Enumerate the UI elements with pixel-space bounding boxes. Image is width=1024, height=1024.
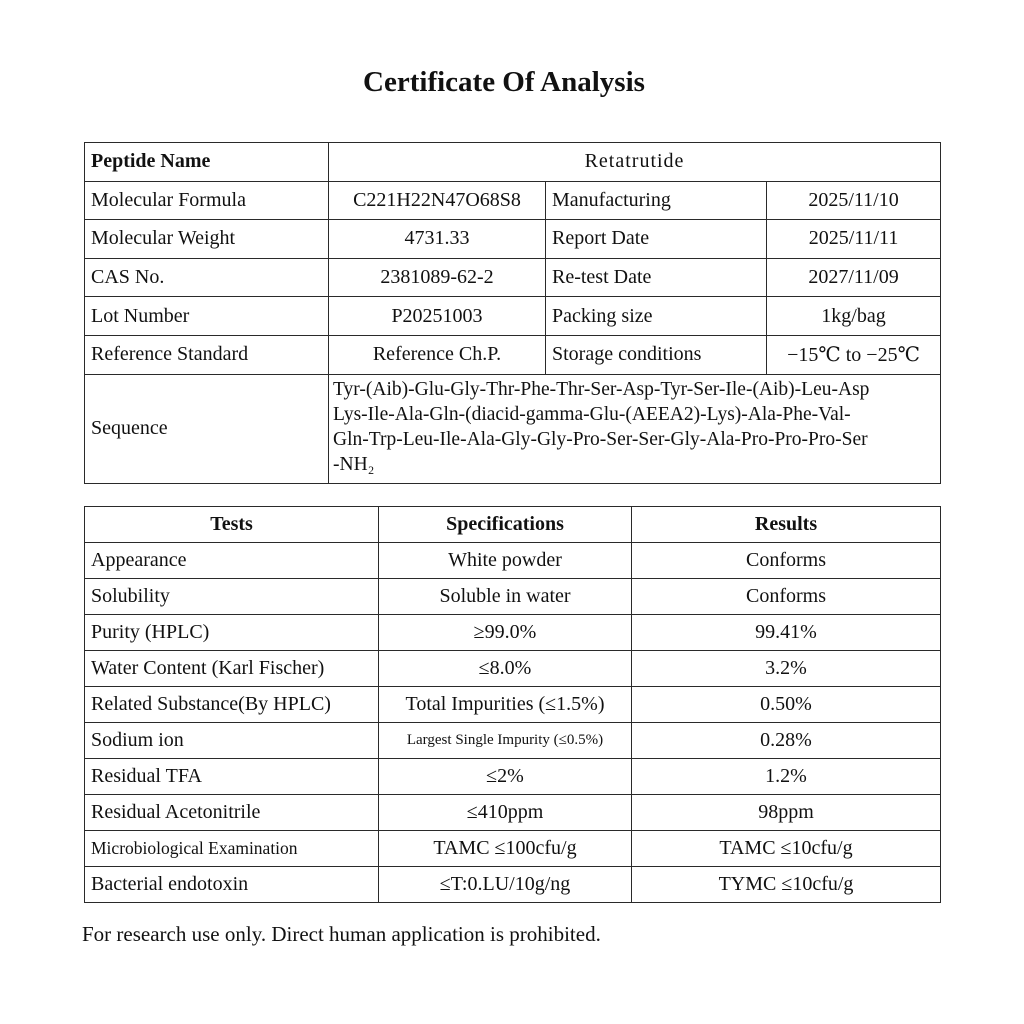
test-name: Appearance (85, 543, 379, 579)
field-label: Manufacturing (546, 181, 767, 220)
sequence-label: Sequence (85, 374, 329, 483)
test-result: 99.41% (632, 615, 941, 651)
sequence-line: -NH₂ (333, 453, 375, 475)
test-name: Purity (HPLC) (85, 615, 379, 651)
test-spec: Largest Single Impurity (≤0.5%) (379, 723, 632, 759)
sequence-value (329, 374, 941, 483)
table-row (85, 615, 941, 651)
test-spec: Total Impurities (≤1.5%) (379, 687, 632, 723)
disclaimer-footer: For research use only. Direct human application is prohibited. (82, 922, 601, 946)
test-result: 98ppm (632, 795, 941, 831)
table-row (85, 831, 941, 867)
field-value: −15℃ to −25℃ (767, 335, 941, 374)
table-header-row (85, 507, 941, 543)
sequence-line: Gln-Trp-Leu-Ile-Ala-Gly-Gly-Pro-Ser-Ser-Gly-Ala-Pro-Pro-Pro-Ser (333, 428, 868, 450)
test-spec: ≤T:0.LU/10g/ng (379, 867, 632, 903)
table-row (85, 687, 941, 723)
field-label: Molecular Weight (85, 220, 329, 259)
field-label: Report Date (546, 220, 767, 259)
column-header-specifications: Specifications (379, 507, 632, 543)
test-result: TAMC ≤10cfu/g (632, 831, 941, 867)
test-spec: ≤410ppm (379, 795, 632, 831)
test-name: Bacterial endotoxin (85, 867, 379, 903)
document-title: Certificate Of Analysis (363, 66, 645, 98)
test-result: 3.2% (632, 651, 941, 687)
test-result: 0.28% (632, 723, 941, 759)
test-spec: Soluble in water (379, 579, 632, 615)
test-spec: White powder (379, 543, 632, 579)
field-value: 2025/11/10 (767, 181, 941, 220)
test-spec: TAMC ≤100cfu/g (379, 831, 632, 867)
test-name: Water Content (Karl Fischer) (85, 651, 379, 687)
field-value: 2381089-62-2 (329, 258, 546, 297)
field-value: 2025/11/11 (767, 220, 941, 259)
test-result: 0.50% (632, 687, 941, 723)
field-value: P20251003 (329, 297, 546, 336)
peptide-name-value: Retatrutide (329, 143, 941, 182)
table-row (85, 579, 941, 615)
field-label: Storage conditions (546, 335, 767, 374)
test-name: Related Substance(By HPLC) (85, 687, 379, 723)
table-row (85, 143, 941, 182)
table-row (85, 651, 941, 687)
test-name: Solubility (85, 579, 379, 615)
test-result: TYMC ≤10cfu/g (632, 867, 941, 903)
table-row (85, 258, 941, 297)
test-name: Microbiological Examination (85, 831, 379, 867)
product-info-table (84, 142, 941, 484)
field-label: Lot Number (85, 297, 329, 336)
field-value: Reference Ch.P. (329, 335, 546, 374)
field-label: Molecular Formula (85, 181, 329, 220)
field-value: 4731.33 (329, 220, 546, 259)
sequence-line: Lys-Ile-Ala-Gln-(diacid-gamma-Glu-(AEEA2)-Lys)-Ala-Phe-Val- (333, 403, 851, 425)
table-row (85, 759, 941, 795)
test-name: Residual Acetonitrile (85, 795, 379, 831)
field-label: Packing size (546, 297, 767, 336)
field-value: 1kg/bag (767, 297, 941, 336)
field-label: Reference Standard (85, 335, 329, 374)
test-spec: ≥99.0% (379, 615, 632, 651)
test-spec: ≤8.0% (379, 651, 632, 687)
peptide-name-label: Peptide Name (85, 143, 329, 182)
test-name: Sodium ion (85, 723, 379, 759)
table-row (85, 795, 941, 831)
table-row (85, 867, 941, 903)
test-result: Conforms (632, 579, 941, 615)
column-header-tests: Tests (85, 507, 379, 543)
sequence-line: Tyr-(Aib)-Glu-Gly-Thr-Phe-Thr-Ser-Asp-Tyr-Ser-Ile-(Aib)-Leu-Asp (333, 378, 870, 400)
column-header-results: Results (632, 507, 941, 543)
table-row (85, 723, 941, 759)
test-spec: ≤2% (379, 759, 632, 795)
table-row (85, 220, 941, 259)
test-result: 1.2% (632, 759, 941, 795)
table-row (85, 543, 941, 579)
test-results-table (84, 506, 941, 903)
field-label: Re-test Date (546, 258, 767, 297)
field-value: C221H22N47O68S8 (329, 181, 546, 220)
field-label: CAS No. (85, 258, 329, 297)
test-result: Conforms (632, 543, 941, 579)
table-row (85, 297, 941, 336)
table-row (85, 374, 941, 483)
table-row (85, 181, 941, 220)
table-row (85, 335, 941, 374)
field-value: 2027/11/09 (767, 258, 941, 297)
test-name: Residual TFA (85, 759, 379, 795)
